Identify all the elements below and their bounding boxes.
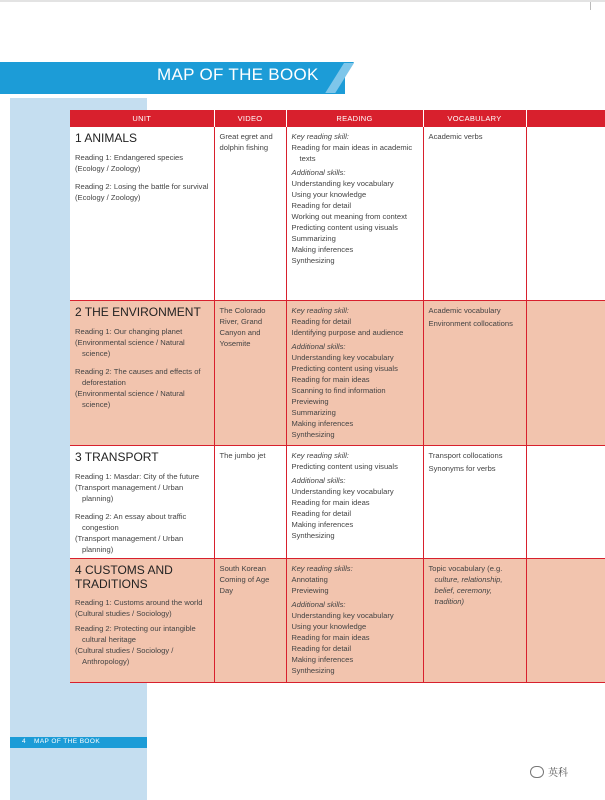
- reading-title: Reading 2: An essay about traffic congestion: [75, 511, 187, 532]
- table-row: [70, 445, 605, 558]
- reading-title: Reading 1: Our changing planet: [75, 326, 183, 336]
- reading-discipline: (Transport management / Urban planning): [75, 482, 184, 503]
- blank-cell: [526, 300, 605, 445]
- additional-skill: Using your knowledge: [291, 621, 367, 631]
- reading-title: Reading 1: Endangered species: [75, 153, 184, 162]
- additional-skill: Making inferences: [291, 418, 354, 428]
- vocabulary-cell: [423, 300, 526, 445]
- vocabulary-examples: culture, relationship, belief, ceremony, tradition): [434, 574, 503, 606]
- vocabulary-item: Academic vocabulary: [428, 305, 501, 315]
- reading-cell: [286, 127, 423, 300]
- video-title: Great egret and dolphin fishing: [219, 132, 273, 152]
- chat-bubble-icon: [530, 766, 544, 778]
- reading-title: Reading 2: Losing the battle for survival: [75, 182, 209, 191]
- additional-skill: Predicting content using visuals: [291, 363, 398, 373]
- unit-cell: [70, 127, 214, 300]
- reading-title: Reading 1: Customs around the world: [75, 597, 203, 607]
- additional-skill: Synthesizing: [291, 256, 335, 265]
- vocabulary-item: Transport collocations: [428, 450, 503, 460]
- unit-title: 3 TRANSPORT: [75, 449, 159, 464]
- video-title: The jumbo jet: [219, 450, 266, 460]
- additional-skill: Reading for main ideas: [291, 632, 370, 642]
- additional-skills-label: Additional skills:: [291, 475, 346, 485]
- additional-skill: Synthesizing: [291, 429, 335, 439]
- reading-cell: [286, 445, 423, 558]
- additional-skill: Synthesizing: [291, 530, 335, 540]
- vocabulary-cell: [423, 127, 526, 300]
- watermark-text: 英科: [548, 768, 568, 779]
- reading-discipline: (Environmental science / Natural science): [75, 337, 185, 358]
- additional-skill: Scanning to find information: [291, 385, 386, 395]
- watermark: [530, 764, 568, 779]
- map-table: [70, 110, 605, 683]
- additional-skill: Reading for main ideas: [291, 374, 370, 384]
- additional-skill: Reading for detail: [291, 508, 352, 518]
- unit-cell: [70, 300, 214, 445]
- unit-cell: [70, 558, 214, 682]
- page-number: 4: [22, 738, 26, 745]
- additional-skills-label: Additional skills:: [291, 599, 346, 609]
- reading-title: Reading 1: Masdar: City of the future: [75, 471, 200, 481]
- reading-cell: [286, 300, 423, 445]
- video-cell: [214, 300, 286, 445]
- additional-skill: Working out meaning from context: [291, 212, 408, 221]
- key-skill: Previewing: [291, 585, 329, 595]
- additional-skill: Predicting content using visuals: [291, 223, 398, 232]
- reading-cell: [286, 558, 423, 682]
- vocabulary-item: Environment collocations: [428, 318, 513, 328]
- key-skill: Reading for main ideas in academic texts: [291, 143, 413, 163]
- reading-title: Reading 2: Protecting our intangible cultural heritage: [75, 623, 196, 644]
- key-skill: Reading for detail: [291, 316, 352, 326]
- vocabulary-item: Academic verbs: [428, 132, 483, 141]
- corner-crop-mark: [590, 2, 591, 10]
- key-skill: Identifying purpose and audience: [291, 327, 404, 337]
- additional-skill: Making inferences: [291, 245, 354, 254]
- additional-skill: Making inferences: [291, 519, 354, 529]
- additional-skill: Making inferences: [291, 654, 354, 664]
- table-row: [70, 300, 605, 445]
- additional-skill: Reading for detail: [291, 643, 352, 653]
- video-cell: [214, 558, 286, 682]
- reading-discipline: (Ecology / Zoology): [75, 193, 141, 202]
- additional-skill: Summarizing: [291, 407, 336, 417]
- reading-discipline: (Cultural studies / Sociology / Anthropology): [75, 645, 174, 666]
- additional-skill: Synthesizing: [291, 665, 335, 675]
- additional-skill: Understanding key vocabulary: [291, 352, 394, 362]
- blank-cell: [526, 558, 605, 682]
- vocabulary-cell: [423, 558, 526, 682]
- blank-cell: [526, 127, 605, 300]
- reading-discipline: (Cultural studies / Sociology): [75, 608, 172, 618]
- additional-skill: Understanding key vocabulary: [291, 486, 394, 496]
- reading-discipline: (Ecology / Zoology): [75, 164, 141, 173]
- video-title: The Colorado River, Grand Canyon and Yosemite: [219, 305, 266, 348]
- key-skill-label: Key reading skill:: [291, 305, 349, 315]
- key-skill-label: Key reading skill:: [291, 450, 349, 460]
- page-title: MAP OF THE BOOK: [157, 65, 319, 84]
- video-title: South Korean Coming of Age Day: [219, 563, 270, 595]
- reading-discipline: (Transport management / Urban planning): [75, 533, 184, 554]
- key-skill-label: Key reading skill:: [291, 132, 349, 141]
- unit-title: 4 CUSTOMS AND TRADITIONS: [75, 562, 173, 591]
- reading-discipline: (Environmental science / Natural science): [75, 388, 185, 409]
- unit-cell: [70, 445, 214, 558]
- table-row: [70, 558, 605, 682]
- additional-skill: Using your knowledge: [291, 190, 367, 199]
- additional-skill: Reading for detail: [291, 201, 352, 210]
- additional-skill: Understanding key vocabulary: [291, 179, 394, 188]
- header-blank: [526, 110, 605, 127]
- footer-label: MAP OF THE BOOK: [34, 738, 101, 745]
- key-skill: Predicting content using visuals: [291, 461, 398, 471]
- table-header-row: [70, 110, 605, 127]
- key-skill: Annotating: [291, 574, 328, 584]
- video-cell: [214, 445, 286, 558]
- additional-skill: Previewing: [291, 396, 329, 406]
- additional-skills-label: Additional skills:: [291, 168, 346, 177]
- additional-skill: Summarizing: [291, 234, 336, 243]
- table-row: [70, 127, 605, 300]
- blank-cell: [526, 445, 605, 558]
- top-rule: [0, 0, 605, 2]
- vocabulary-item: Topic vocabulary (e.g.: [428, 563, 503, 573]
- header-reading: READING: [286, 110, 423, 127]
- reading-title: Reading 2: The causes and effects of deforestation: [75, 366, 201, 387]
- vocabulary-item: Synonyms for verbs: [428, 463, 496, 473]
- video-cell: [214, 127, 286, 300]
- header-video: VIDEO: [214, 110, 286, 127]
- additional-skills-label: Additional skills:: [291, 341, 346, 351]
- header-vocabulary: VOCABULARY: [423, 110, 526, 127]
- vocabulary-cell: [423, 445, 526, 558]
- key-skill-label: Key reading skills:: [291, 563, 353, 573]
- unit-title: 1 ANIMALS: [75, 131, 138, 145]
- header-unit: UNIT: [70, 110, 214, 127]
- additional-skill: Understanding key vocabulary: [291, 610, 394, 620]
- additional-skill: Reading for main ideas: [291, 497, 370, 507]
- unit-title: 2 THE ENVIRONMENT: [75, 304, 201, 319]
